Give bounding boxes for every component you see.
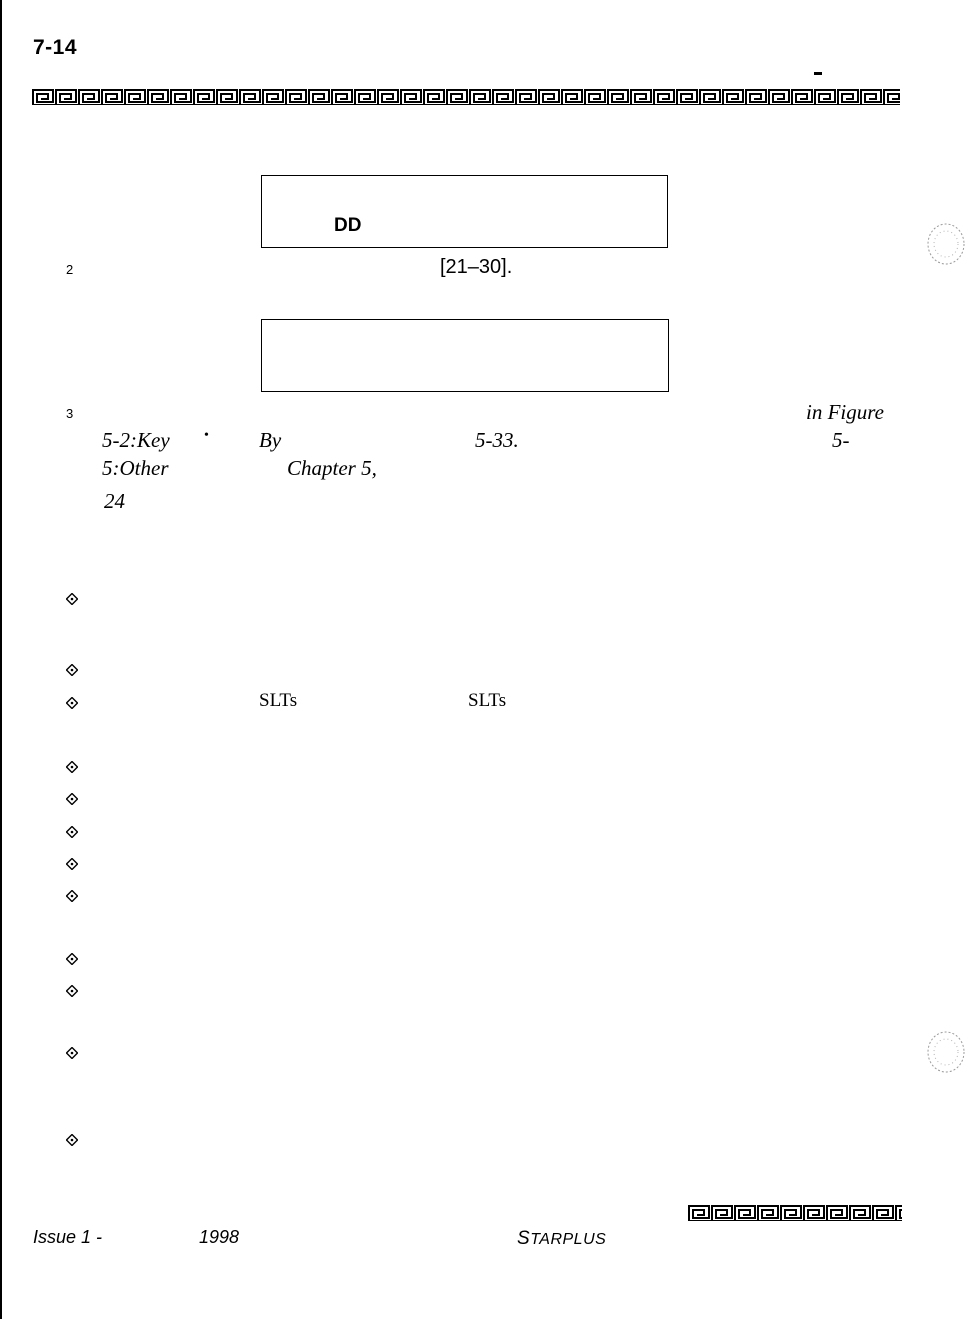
- diamond-bullet-icon: [66, 953, 78, 965]
- diamond-bullet-icon: [66, 826, 78, 838]
- diamond-bullet-icon: [66, 761, 78, 773]
- header-dash-mark: [814, 72, 822, 75]
- left-page-rule: [0, 0, 2, 1319]
- display-box-2: [261, 319, 669, 392]
- display-box-1-text: DD: [334, 215, 362, 236]
- greek-key-border-footer: [688, 1205, 902, 1221]
- chapter-reference: Chapter 5,: [287, 456, 377, 480]
- greek-key-border-top: [32, 89, 900, 105]
- footer-brand-initial: S: [517, 1228, 531, 1249]
- key-reference: 5-2:Key: [102, 428, 170, 452]
- slts-label-2: SLTs: [468, 690, 507, 711]
- number-24: 24: [104, 489, 125, 513]
- diamond-bullet-icon: [66, 858, 78, 870]
- diamond-bullet-icon: [66, 697, 78, 709]
- step-2-range: [21–30].: [440, 256, 513, 278]
- scan-smudge-bottom: [926, 1030, 966, 1074]
- footer-brand: [517, 1228, 606, 1250]
- display-box-1: [261, 175, 668, 248]
- figure-reference: in Figure: [806, 400, 884, 424]
- footer-issue: Issue 1 -: [33, 1227, 103, 1247]
- diamond-bullet-icon: [66, 985, 78, 997]
- step-number-2: 2: [66, 262, 74, 277]
- diamond-bullet-icon: [66, 1047, 78, 1059]
- footer-brand-rest: TARPLUS: [530, 1231, 607, 1248]
- diamond-bullet-icon: [66, 890, 78, 902]
- scan-smudge-top: [926, 222, 966, 266]
- diamond-bullet-icon: [66, 1134, 78, 1146]
- diamond-bullet-icon: [66, 664, 78, 676]
- diamond-bullet-icon: [66, 793, 78, 805]
- page-reference: 5-33.: [475, 428, 519, 452]
- diamond-bullet-icon: [66, 593, 78, 605]
- footer-year: 1998: [199, 1227, 240, 1247]
- by-text: By: [259, 428, 282, 452]
- figure-5-reference: 5-: [832, 428, 850, 452]
- page-number: 7-14: [33, 36, 78, 59]
- slts-label-1: SLTs: [259, 690, 298, 711]
- step-number-3: 3: [66, 406, 74, 421]
- separator-dot: •: [204, 428, 209, 443]
- other-reference: 5:Other: [102, 456, 169, 480]
